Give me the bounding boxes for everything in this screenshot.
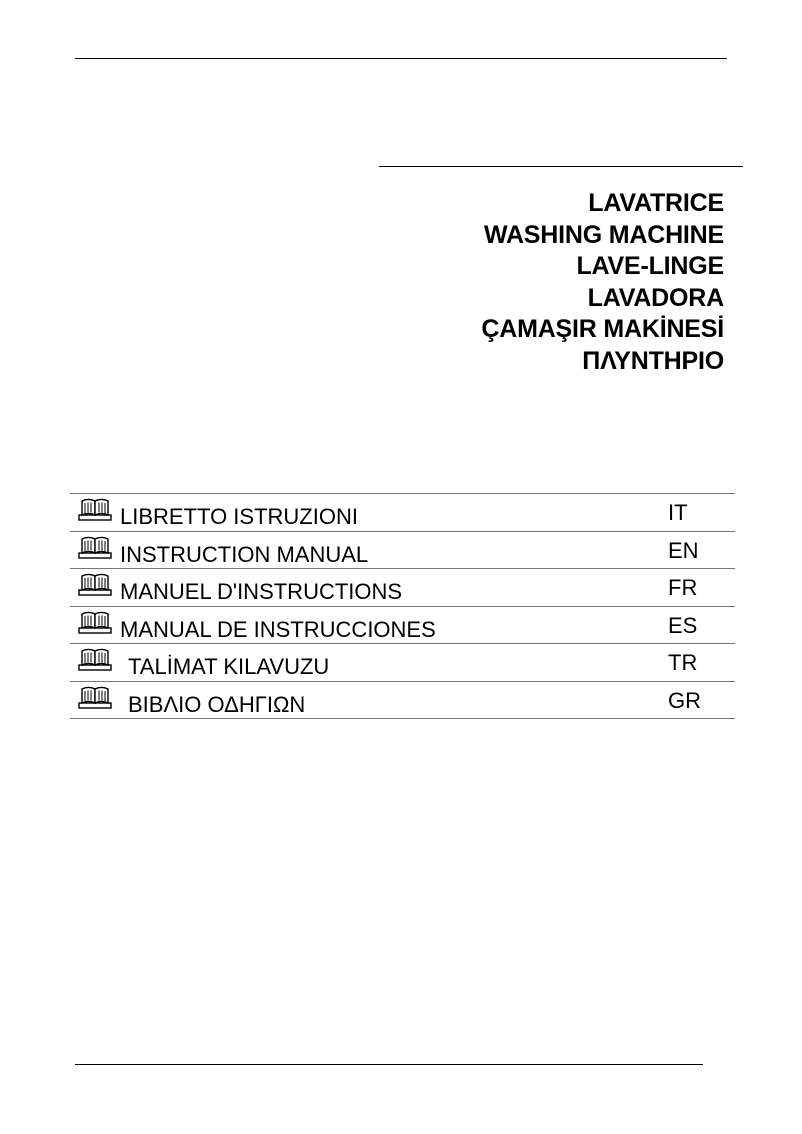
title-divider [379,166,743,167]
language-row[interactable] [70,682,735,720]
language-row[interactable] [70,494,735,532]
language-row[interactable] [70,569,735,607]
product-titles [481,188,724,377]
top-divider [75,58,727,59]
language-code: EN [668,537,699,563]
product-title: ÇAMAŞIR MAKİNESİ [481,315,724,343]
product-title: LAVATRICE [588,189,724,217]
language-row[interactable] [70,532,735,570]
language-code: GR [668,687,701,713]
language-code: TR [668,650,698,675]
product-title: LAVE-LINGE [576,252,724,280]
product-title: WASHING MACHINE [483,220,724,249]
language-label: TALİMAT KILAVUZU [128,654,330,679]
product-title: ΠΛΥΝΤΗΡΙΟ [582,346,724,375]
book-icon [77,536,113,560]
product-title: LAVADORA [587,283,724,312]
language-row[interactable] [70,607,735,645]
language-label: INSTRUCTION MANUAL [120,541,369,567]
book-icon [77,611,113,635]
book-icon [77,573,113,597]
book-icon [77,498,113,522]
book-icon [77,648,113,672]
book-icon [77,686,113,710]
language-code: ES [668,612,698,638]
language-code: IT [668,500,688,525]
language-label: MANUEL D'INSTRUCTIONS [120,579,403,604]
bottom-divider [75,1064,703,1065]
language-code: FR [668,575,698,600]
language-label: ΒΙΒΛΙΟ ΟΔΗΓΙΩΝ [128,691,306,717]
language-label: LIBRETTO ISTRUZIONI [120,504,358,529]
language-table [70,493,735,719]
language-label: MANUAL DE INSTRUCCIONES [120,616,436,642]
language-row[interactable] [70,644,735,682]
